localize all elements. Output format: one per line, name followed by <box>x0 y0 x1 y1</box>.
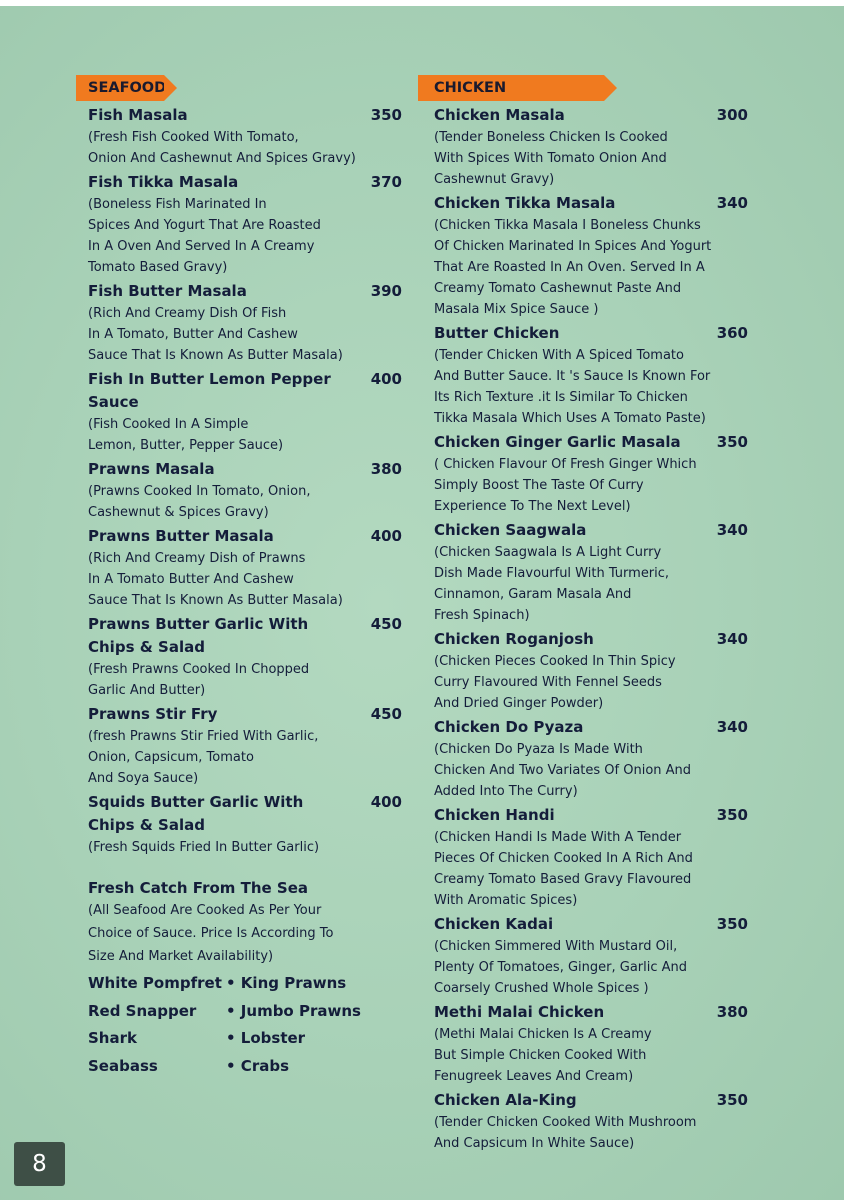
fish-name: • Jumbo Prawns <box>226 1001 361 1020</box>
seafood-items <box>76 104 406 858</box>
menu-item <box>418 519 753 626</box>
menu-item <box>76 458 406 523</box>
dish-price: 350 <box>716 915 748 933</box>
dish-description: (Tender Chicken Cooked With Mushroom And Capsicum In White Sauce) <box>434 1115 697 1151</box>
menu-item <box>76 368 406 456</box>
fish-name: • Crabs <box>226 1056 290 1075</box>
menu-item-header <box>88 171 406 194</box>
menu-item <box>418 913 753 999</box>
dish-description: (Chicken Simmered With Mustard Oil, Plenty Of Tomatoes, Ginger, Garlic And Coarsely Crushed Whole Spices ) <box>434 939 688 996</box>
dish-description: (Tender Boneless Chicken Is Cooked With Spices With Tomato Onion And Cashewnut Gravy) <box>434 130 668 187</box>
dish-name: Chicken Masala <box>434 106 565 124</box>
dish-price: 390 <box>370 282 402 300</box>
dish-name: Chicken Roganjosh <box>434 630 594 648</box>
fish-name: Shark <box>88 1029 137 1047</box>
dish-name: Chicken Saagwala <box>434 521 587 539</box>
dish-description: (Methi Malai Chicken Is A Creamy But Simple Chicken Cooked With Fenugreek Leaves And Cream) <box>434 1027 652 1084</box>
menu-item-header <box>88 791 406 837</box>
dish-name: Methi Malai Chicken <box>434 1003 605 1021</box>
menu-item <box>418 1089 753 1154</box>
dish-price: 370 <box>370 173 402 191</box>
menu-item-header <box>434 519 753 542</box>
dish-name: Prawns Butter Masala <box>88 527 274 545</box>
dish-name: Chicken Do Pyaza <box>434 718 584 736</box>
fresh-catch-description: (All Seafood Are Cooked As Per Your Choice of Sauce. Price Is According To Size And Market Availability) <box>88 903 334 964</box>
fish-name: Seabass <box>88 1056 158 1075</box>
dish-price: 340 <box>716 194 748 212</box>
seafood-heading: SEAFOOD <box>76 75 164 101</box>
dish-price: 400 <box>370 370 402 388</box>
dish-price: 340 <box>716 718 748 736</box>
menu-item <box>76 280 406 366</box>
menu-item-header <box>88 280 406 303</box>
menu-item-header <box>88 458 406 481</box>
dish-price: 350 <box>716 433 748 451</box>
menu-item <box>418 1001 753 1087</box>
menu-item <box>76 703 406 789</box>
fish-name: • King Prawns <box>226 974 347 992</box>
dish-name: Butter Chicken <box>434 324 560 342</box>
dish-description: (Chicken Tikka Masala I Boneless Chunks Of Chicken Marinated In Spices And Yogurt That Are Roasted In An Oven. Served In A Creamy Tomato Cashewnut Paste And Masala Mix Spice Sauce ) <box>434 218 712 317</box>
dish-description: (Prawns Cooked In Tomato, Onion, Cashewnut & Spices Gravy) <box>88 484 311 520</box>
fresh-catch-title: Fresh Catch From The Sea <box>88 879 309 897</box>
menu-item <box>418 716 753 802</box>
menu-item-header <box>434 804 753 827</box>
dish-description: (Chicken Pieces Cooked In Thin Spicy Curry Flavoured With Fennel Seeds And Dried Ginger Powder) <box>434 654 676 711</box>
menu-item <box>418 192 753 320</box>
menu-item <box>418 104 753 190</box>
menu-item-header <box>434 431 753 454</box>
menu-page <box>0 6 844 1200</box>
dish-name: Prawns Masala <box>88 460 215 478</box>
menu-item <box>418 804 753 911</box>
dish-price: 350 <box>370 106 402 124</box>
dish-description: (Fresh Prawns Cooked In Chopped Garlic And Butter) <box>88 662 310 698</box>
dish-price: 450 <box>370 705 402 723</box>
dish-description: (Boneless Fish Marinated In Spices And Yogurt That Are Roasted In A Oven And Served In A Creamy Tomato Based Gravy) <box>88 197 321 275</box>
menu-item <box>76 171 406 278</box>
dish-name: Chicken Ginger Garlic Masala <box>434 433 681 451</box>
chicken-column <box>418 75 753 1156</box>
menu-item-header <box>434 322 753 345</box>
menu-item <box>76 613 406 701</box>
menu-item-header <box>88 703 406 726</box>
dish-price: 350 <box>716 806 748 824</box>
fish-list <box>76 970 406 1080</box>
chicken-items <box>418 104 753 1154</box>
dish-description: (Rich And Creamy Dish of Prawns In A Tomato Butter And Cashew Sauce That Is Known As Butter Masala) <box>88 551 343 608</box>
dish-description: (Chicken Saagwala Is A Light Curry Dish Made Flavourful With Turmeric, Cinnamon, Garam Masala And Fresh Spinach) <box>434 545 670 623</box>
seafood-column <box>76 75 406 1080</box>
chicken-heading: CHICKEN <box>418 75 604 101</box>
fish-row <box>88 998 406 1026</box>
dish-description: (Rich And Creamy Dish Of Fish In A Tomato, Butter And Cashew Sauce That Is Known As Butter Masala) <box>88 306 343 363</box>
menu-item-header <box>88 613 406 659</box>
menu-item-header <box>434 1089 753 1112</box>
menu-item-header <box>88 104 406 127</box>
fish-row <box>88 1025 406 1053</box>
dish-name: Fish In Butter Lemon Pepper Sauce <box>88 370 331 411</box>
page-number: 8 <box>14 1142 65 1186</box>
dish-description: (Fish Cooked In A Simple Lemon, Butter, Pepper Sauce) <box>88 417 284 453</box>
menu-item-header <box>434 1001 753 1024</box>
dish-price: 380 <box>370 460 402 478</box>
dish-description: (Fresh Squids Fried In Butter Garlic) <box>88 840 320 855</box>
menu-item <box>418 431 753 517</box>
fresh-catch-section <box>76 877 406 1080</box>
dish-description: ( Chicken Flavour Of Fresh Ginger Which Simply Boost The Taste Of Curry Experience To The Next Level) <box>434 457 697 514</box>
menu-item <box>418 628 753 714</box>
menu-item-header <box>434 716 753 739</box>
dish-description: (Chicken Handi Is Made With A Tender Pieces Of Chicken Cooked In A Rich And Creamy Tomato Based Gravy Flavoured With Aromatic Spices) <box>434 830 693 908</box>
fish-name: White Pompfret <box>88 974 222 992</box>
dish-name: Fish Butter Masala <box>88 282 247 300</box>
fish-row <box>88 1053 406 1081</box>
menu-item-header <box>434 192 753 215</box>
menu-item-header <box>88 368 406 414</box>
dish-price: 400 <box>370 793 402 811</box>
dish-description: (Tender Chicken With A Spiced Tomato And Butter Sauce. It 's Sauce Is Known For Its Rich Texture .it Is Similar To Chicken Tikka Masala Which Uses A Tomato Paste) <box>434 348 711 426</box>
dish-name: Chicken Kadai <box>434 915 554 933</box>
dish-description: (fresh Prawns Stir Fried With Garlic, Onion, Capsicum, Tomato And Soya Sauce) <box>88 729 319 786</box>
dish-name: Fish Tikka Masala <box>88 173 239 191</box>
menu-item <box>76 525 406 611</box>
dish-price: 340 <box>716 630 748 648</box>
dish-name: Squids Butter Garlic With Chips & Salad <box>88 793 304 834</box>
menu-item-header <box>88 525 406 548</box>
dish-price: 350 <box>716 1091 748 1109</box>
menu-item <box>418 322 753 429</box>
dish-name: Fish Masala <box>88 106 188 124</box>
menu-item <box>76 791 406 858</box>
dish-description: (Fresh Fish Cooked With Tomato, Onion And Cashewnut And Spices Gravy) <box>88 130 356 166</box>
menu-item-header <box>434 913 753 936</box>
dish-price: 340 <box>716 521 748 539</box>
dish-price: 360 <box>716 324 748 342</box>
dish-description: (Chicken Do Pyaza Is Made With Chicken And Two Variates Of Onion And Added Into The Curry) <box>434 742 692 799</box>
dish-name: Prawns Stir Fry <box>88 705 218 723</box>
menu-item-header <box>434 628 753 651</box>
dish-name: Chicken Ala-King <box>434 1091 577 1109</box>
dish-price: 400 <box>370 527 402 545</box>
fish-name: Red Snapper <box>88 1001 197 1020</box>
dish-name: Chicken Handi <box>434 806 555 824</box>
menu-item-header <box>434 104 753 127</box>
fish-row <box>88 970 406 998</box>
menu-item <box>76 104 406 169</box>
dish-price: 300 <box>716 106 748 124</box>
dish-name: Chicken Tikka Masala <box>434 194 616 212</box>
dish-name: Prawns Butter Garlic With Chips & Salad <box>88 615 309 656</box>
dish-price: 450 <box>370 615 402 633</box>
fish-name: • Lobster <box>226 1029 306 1047</box>
dish-price: 380 <box>716 1003 748 1021</box>
